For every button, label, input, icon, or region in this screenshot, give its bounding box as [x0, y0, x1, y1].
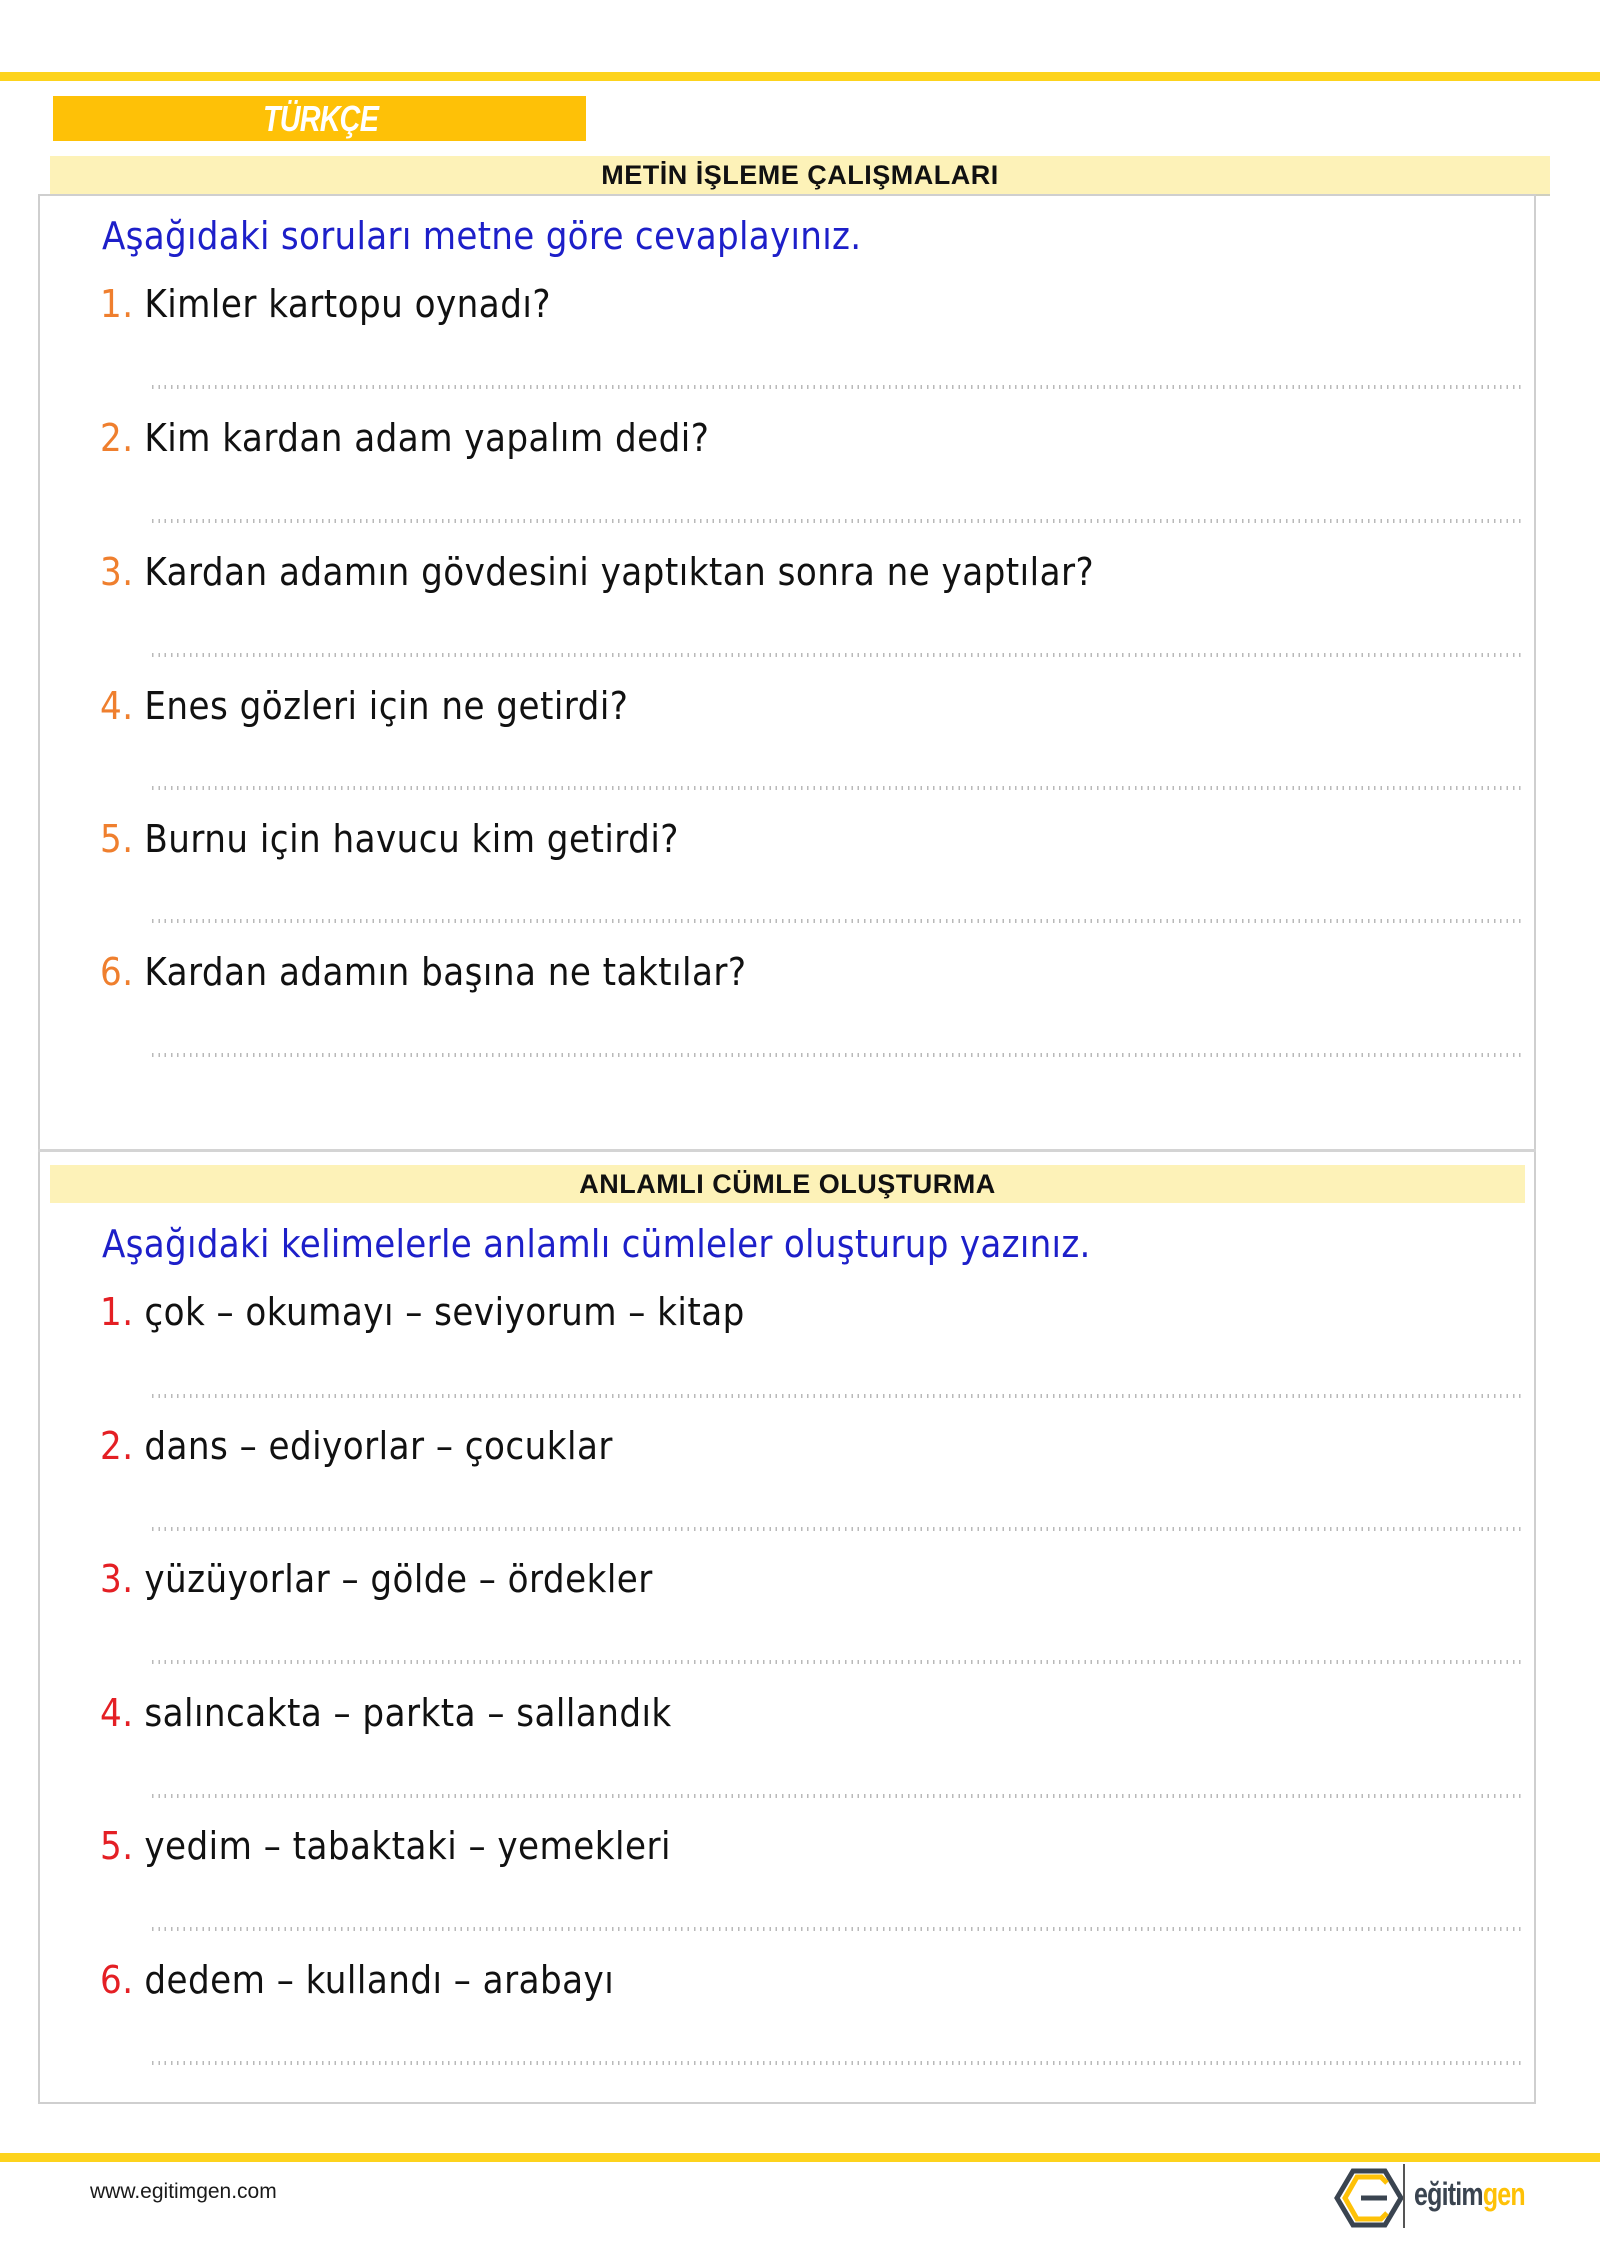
- answer-line[interactable]: [152, 786, 1522, 790]
- question-number: 1.: [100, 282, 134, 326]
- question-text: Kardan adamın başına ne taktılar?: [144, 950, 747, 994]
- question-text: Kardan adamın gövdesini yaptıktan sonra ne yaptılar?: [144, 550, 1095, 594]
- question-item: [100, 550, 1094, 594]
- answer-line[interactable]: [152, 385, 1522, 389]
- brand-name-accent: gen: [1482, 2176, 1525, 2212]
- answer-line[interactable]: [152, 1394, 1522, 1398]
- sentence-item: [100, 1691, 672, 1735]
- sentence-item: [100, 1958, 614, 2002]
- item-number: 1.: [100, 1290, 134, 1334]
- word-list: salıncakta – parkta – sallandık: [144, 1691, 672, 1735]
- word-list: yedim – tabaktaki – yemekleri: [144, 1824, 671, 1868]
- item-number: 4.: [100, 1691, 134, 1735]
- word-list: yüzüyorlar – gölde – ördekler: [144, 1557, 653, 1601]
- word-list: çok – okumayı – seviyorum – kitap: [144, 1290, 745, 1334]
- question-item: [100, 684, 628, 728]
- item-number: 2.: [100, 1424, 134, 1468]
- top-yellow-band: [0, 72, 1600, 81]
- section-header-anlamli-cumle: ANLAMLI CÜMLE OLUŞTURMA: [50, 1165, 1525, 1203]
- subject-banner: [53, 96, 586, 141]
- footer-website-link[interactable]: www.egitimgen.com: [90, 2180, 277, 2203]
- answer-line[interactable]: [152, 919, 1522, 923]
- question-number: 6.: [100, 950, 134, 994]
- question-text: Kimler kartopu oynadı?: [144, 282, 551, 326]
- question-item: [100, 950, 746, 994]
- answer-line[interactable]: [152, 1053, 1522, 1057]
- bottom-yellow-band: [0, 2153, 1600, 2162]
- question-text: Burnu için havucu kim getirdi?: [144, 817, 679, 861]
- answer-line[interactable]: [152, 519, 1522, 523]
- item-number: 5.: [100, 1824, 134, 1868]
- section-divider: [38, 1149, 1536, 1152]
- question-number: 2.: [100, 416, 134, 460]
- answer-line[interactable]: [152, 2061, 1522, 2065]
- question-item: [100, 416, 709, 460]
- sentence-item: [100, 1290, 745, 1334]
- logo-separator: [1403, 2164, 1405, 2228]
- answer-line[interactable]: [152, 1927, 1522, 1931]
- question-item: [100, 282, 551, 326]
- question-text: Kim kardan adam yapalım dedi?: [144, 416, 710, 460]
- sentence-item: [100, 1824, 671, 1868]
- question-text: Enes gözleri için ne getirdi?: [144, 684, 629, 728]
- section2-instruction: Aşağıdaki kelimelerle anlamlı cümleler oluşturup yazınız.: [102, 1222, 1091, 1266]
- item-number: 6.: [100, 1958, 134, 2002]
- sentence-item: [100, 1557, 653, 1601]
- brand-logo-text: [1414, 2176, 1525, 2213]
- section-header-metin-isleme: METİN İŞLEME ÇALIŞMALARI: [50, 156, 1550, 196]
- brand-name-dark: eğitim: [1414, 2176, 1483, 2212]
- subject-label: TÜRKÇE: [263, 98, 379, 139]
- item-number: 3.: [100, 1557, 134, 1601]
- question-item: [100, 817, 679, 861]
- answer-line[interactable]: [152, 653, 1522, 657]
- sentence-item: [100, 1424, 613, 1468]
- question-number: 5.: [100, 817, 134, 861]
- answer-line[interactable]: [152, 1794, 1522, 1798]
- word-list: dans – ediyorlar – çocuklar: [144, 1424, 613, 1468]
- answer-line[interactable]: [152, 1527, 1522, 1531]
- section1-instruction: Aşağıdaki soruları metne göre cevaplayınız.: [102, 214, 862, 258]
- word-list: dedem – kullandı – arabayı: [144, 1958, 615, 2002]
- answer-line[interactable]: [152, 1660, 1522, 1664]
- question-number: 3.: [100, 550, 134, 594]
- question-number: 4.: [100, 684, 134, 728]
